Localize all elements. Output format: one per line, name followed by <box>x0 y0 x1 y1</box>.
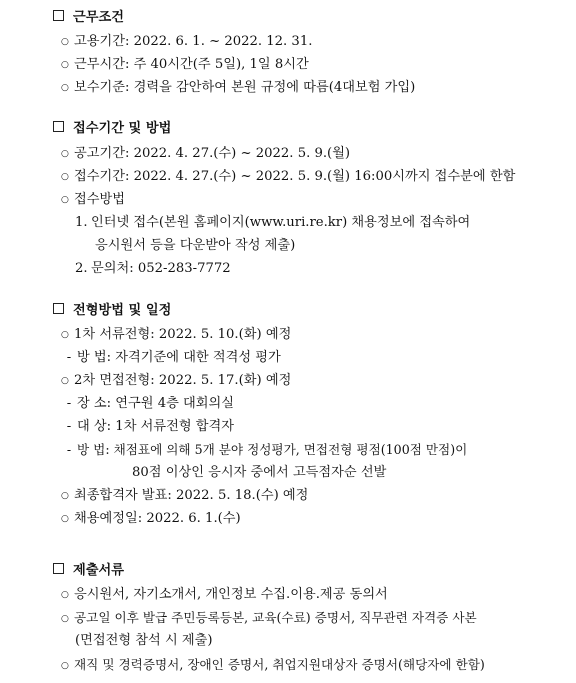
checkbox-square-icon <box>53 563 64 574</box>
list-item: ○ 고용기간: 2022. 6. 1. ~ 2022. 12. 31. <box>61 34 313 49</box>
list-item: 응시원서 등을 다운받아 작성 제출) <box>95 238 296 253</box>
list-item: (면접전형 참석 시 제출) <box>75 633 213 648</box>
list-item: - 방 법: 채점표에 의해 5개 분야 정성평가, 면접전형 평점(100점 만점)이 <box>66 442 468 457</box>
list-item: ○ 보수기준: 경력을 감안하여 본원 규정에 따름(4대보험 가입) <box>61 80 416 95</box>
list-item: 80점 이상인 응시자 중에서 고득점자순 선발 <box>132 465 387 480</box>
list-item: - 대 상: 1차 서류전형 합격자 <box>66 419 234 434</box>
list-item: ○ 근무시간: 주 40시간(주 5일), 1일 8시간 <box>61 57 309 72</box>
list-item: 1. 인터넷 접수(본원 홈페이지(www.uri.re.kr) 채용정보에 접속하여 <box>75 215 471 230</box>
list-item: ○ 공고기간: 2022. 4. 27.(수) ~ 2022. 5. 9.(월) <box>61 146 351 161</box>
section-title-selection: 전형방법 및 일정 <box>53 303 171 319</box>
list-item: 2. 문의처: 052-283-7772 <box>75 261 231 276</box>
list-item: ○ 재직 및 경력증명서, 장애인 증명서, 취업지원대상자 증명서(해당자에 한함) <box>61 657 485 672</box>
list-item: - 방 법: 자격기준에 대한 적격성 평가 <box>66 350 281 365</box>
list-item: ○ 응시원서, 자기소개서, 개인정보 수집.이용.제공 동의서 <box>61 587 388 602</box>
list-item: ○ 접수방법 <box>61 192 125 207</box>
list-item: ○ 2차 면접전형: 2022. 5. 17.(화) 예정 <box>61 373 292 388</box>
checkbox-square-icon <box>53 10 64 21</box>
checkbox-square-icon <box>53 303 64 314</box>
section-title-application: 접수기간 및 방법 <box>53 121 171 137</box>
section-title-documents: 제출서류 <box>53 563 124 579</box>
list-item: ○ 채용예정일: 2022. 6. 1.(수) <box>61 511 241 526</box>
list-item: ○ 최종합격자 발표: 2022. 5. 18.(수) 예정 <box>61 488 309 503</box>
checkbox-square-icon <box>53 121 64 132</box>
list-item: ○ 접수기간: 2022. 4. 27.(수) ~ 2022. 5. 9.(월) 16:00시까지 접수분에 한함 <box>61 169 516 184</box>
list-item: ○ 공고일 이후 발급 주민등록등본, 교육(수료) 증명서, 직무관련 자격증 사본 <box>61 610 477 625</box>
section-title-work-conditions: 근무조건 <box>53 10 124 26</box>
list-item: ○ 1차 서류전형: 2022. 5. 10.(화) 예정 <box>61 327 292 342</box>
list-item: - 장 소: 연구원 4층 대회의실 <box>66 396 234 411</box>
